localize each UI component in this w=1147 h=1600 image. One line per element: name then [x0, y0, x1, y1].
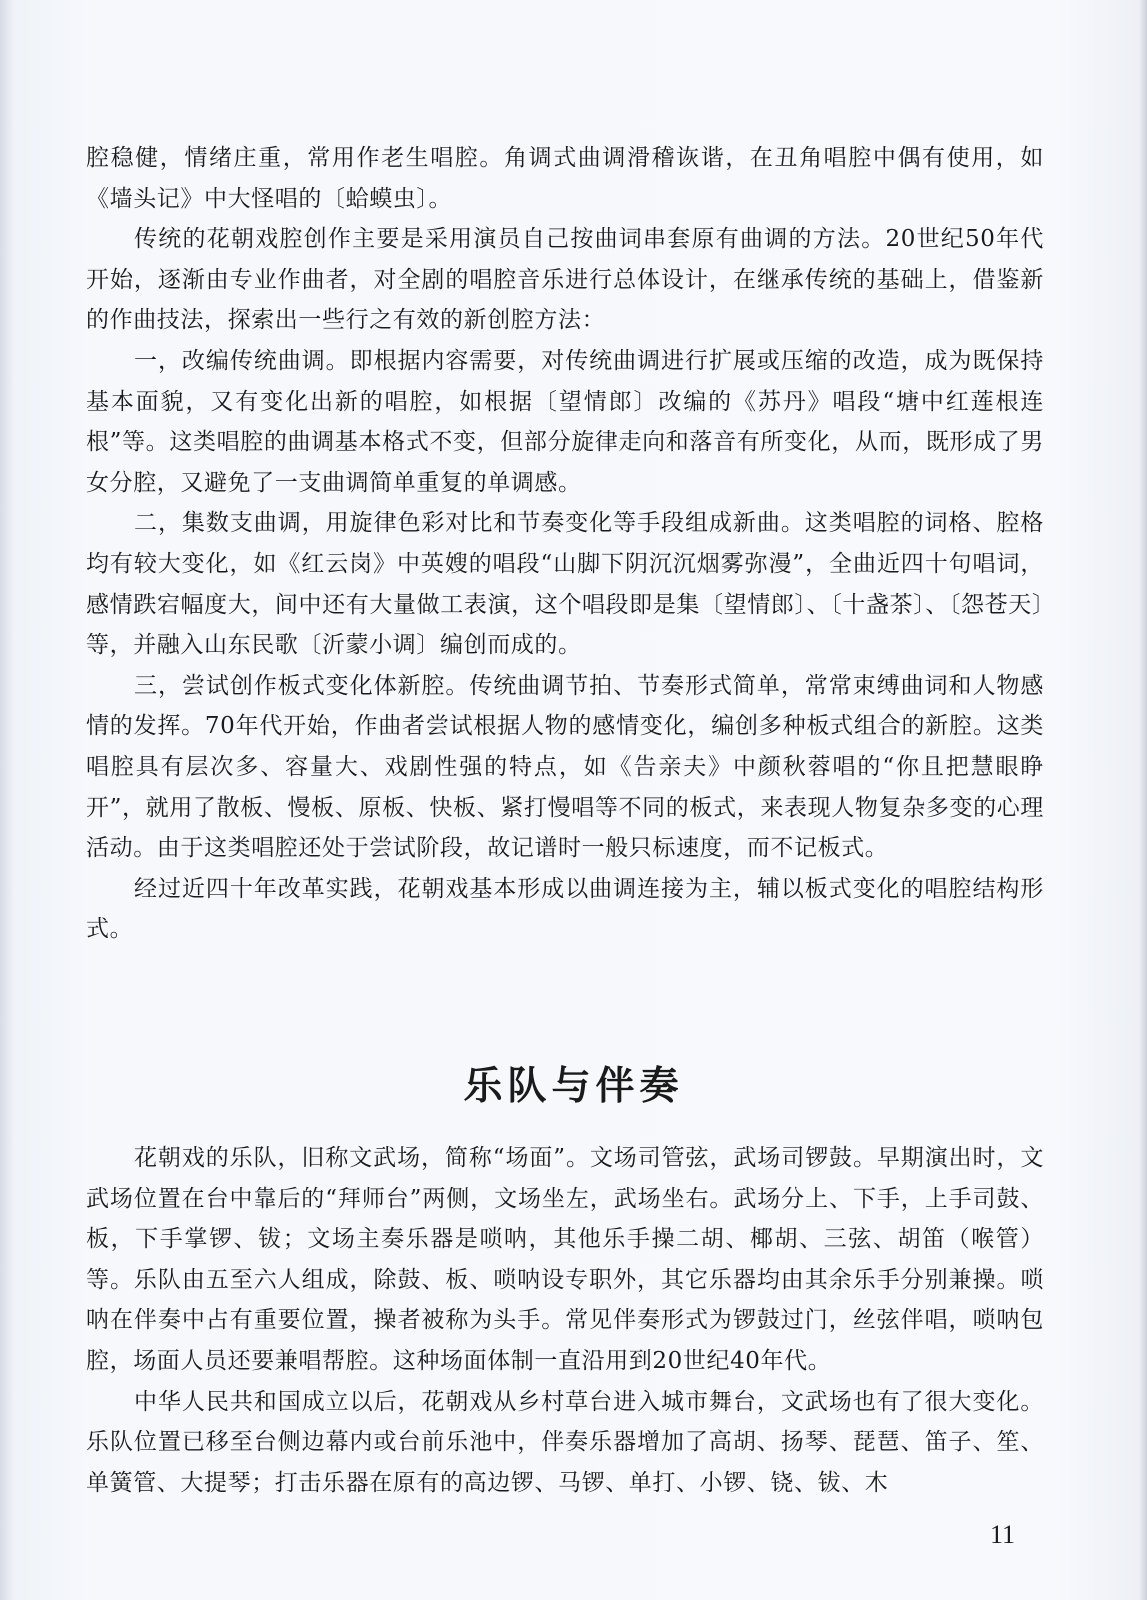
- paragraph-7: 花朝戏的乐队，旧称文武场，简称“场面”。文场司管弦，武场司锣鼓。早期演出时，文武场位置在台中靠后的“拜师台”两侧，文场坐左，武场坐右。武场分上、下手，上手司鼓、板，下手掌锣、钹；文场主奏乐器是唢呐，其他乐手操二胡、椰胡、三弦、胡笛（喉管）等。乐队由五至六人组成，除鼓、板、唢呐设专职外，其它乐器均由其余乐手分别兼操。唢呐在伴奏中占有重要位置，操者被称为头手。常见伴奏形式为锣鼓过门，丝弦伴唱，唢呐包腔，场面人员还要兼唱帮腔。这种场面体制一直沿用到20世纪40年代。: [86, 1145, 1044, 1374]
- paragraph-4: 二，集数支曲调，用旋律色彩对比和节奏变化等手段组成新曲。这类唱腔的词格、腔格均有较大变化，如《红云岗》中英嫂的唱段“山脚下阴沉沉烟雾弥漫”，全曲近四十句唱词，感情跌宕幅度大，间中还有大量做工表演，这个唱段即是集〔望情郎〕、〔十盏茶〕、〔怨苍天〕等，并融入山东民歌〔沂蒙小调〕编创而成的。: [86, 510, 1044, 659]
- section-heading: 乐队与伴奏: [463, 1063, 684, 1109]
- section-1-body: [86, 138, 1044, 950]
- paragraph-8: 中华人民共和国成立以后，花朝戏从乡村草台进入城市舞台，文武场也有了很大变化。乐队位置已移至台侧边幕内或台前乐池中，伴奏乐器增加了高胡、扬琴、琵琶、笛子、笙、单簧管、大提琴；打击乐器在原有的高边锣、马锣、单打、小锣、铙、钹、木: [86, 1388, 1044, 1496]
- section-2-body: [86, 1138, 1044, 1503]
- paragraph-3: 一，改编传统曲调。即根据内容需要，对传统曲调进行扩展或压缩的改造，成为既保持基本面貌，又有变化出新的唱腔，如根据〔望情郎〕改编的《苏丹》唱段“塘中红莲根连根”等。这类唱腔的曲调基本格式不变，但部分旋律走向和落音有所变化，从而，既形成了男女分腔，又避免了一支曲调简单重复的单调感。: [86, 347, 1044, 496]
- paragraph-5: 三，尝试创作板式变化体新腔。传统曲调节拍、节奏形式简单，常常束缚曲词和人物感情的发挥。70年代开始，作曲者尝试根据人物的感情变化，编创多种板式组合的新腔。这类唱腔具有层次多、容量大、戏剧性强的特点，如《告亲夫》中颜秋蓉唱的“你且把慧眼睁开”，就用了散板、慢板、原板、快板、紧打慢唱等不同的板式，来表现人物复杂多变的心理活动。由于这类唱腔还处于尝试阶段，故记谱时一般只标速度，而不记板式。: [86, 672, 1044, 862]
- page-binding-shadow: [0, 0, 14, 1600]
- paragraph-2: 传统的花朝戏腔创作主要是采用演员自己按曲词串套原有曲调的方法。20世纪50年代开始，逐渐由专业作曲者，对全剧的唱腔音乐进行总体设计，在继承传统的基础上，借鉴新的作曲技法，探索出一些行之有效的新创腔方法：: [86, 226, 1044, 334]
- paragraph-6: 经过近四十年改革实践，花朝戏基本形成以曲调连接为主，辅以板式变化的唱腔结构形式。: [86, 875, 1044, 943]
- paragraph-1: 腔稳健，情绪庄重，常用作老生唱腔。角调式曲调滑稽诙谐，在丑角唱腔中偶有使用，如《墙头记》中大怪唱的〔蛤蟆虫〕。: [86, 145, 1044, 212]
- page-number: 11: [990, 1520, 1016, 1549]
- page-edge-shadow: [1139, 0, 1147, 1600]
